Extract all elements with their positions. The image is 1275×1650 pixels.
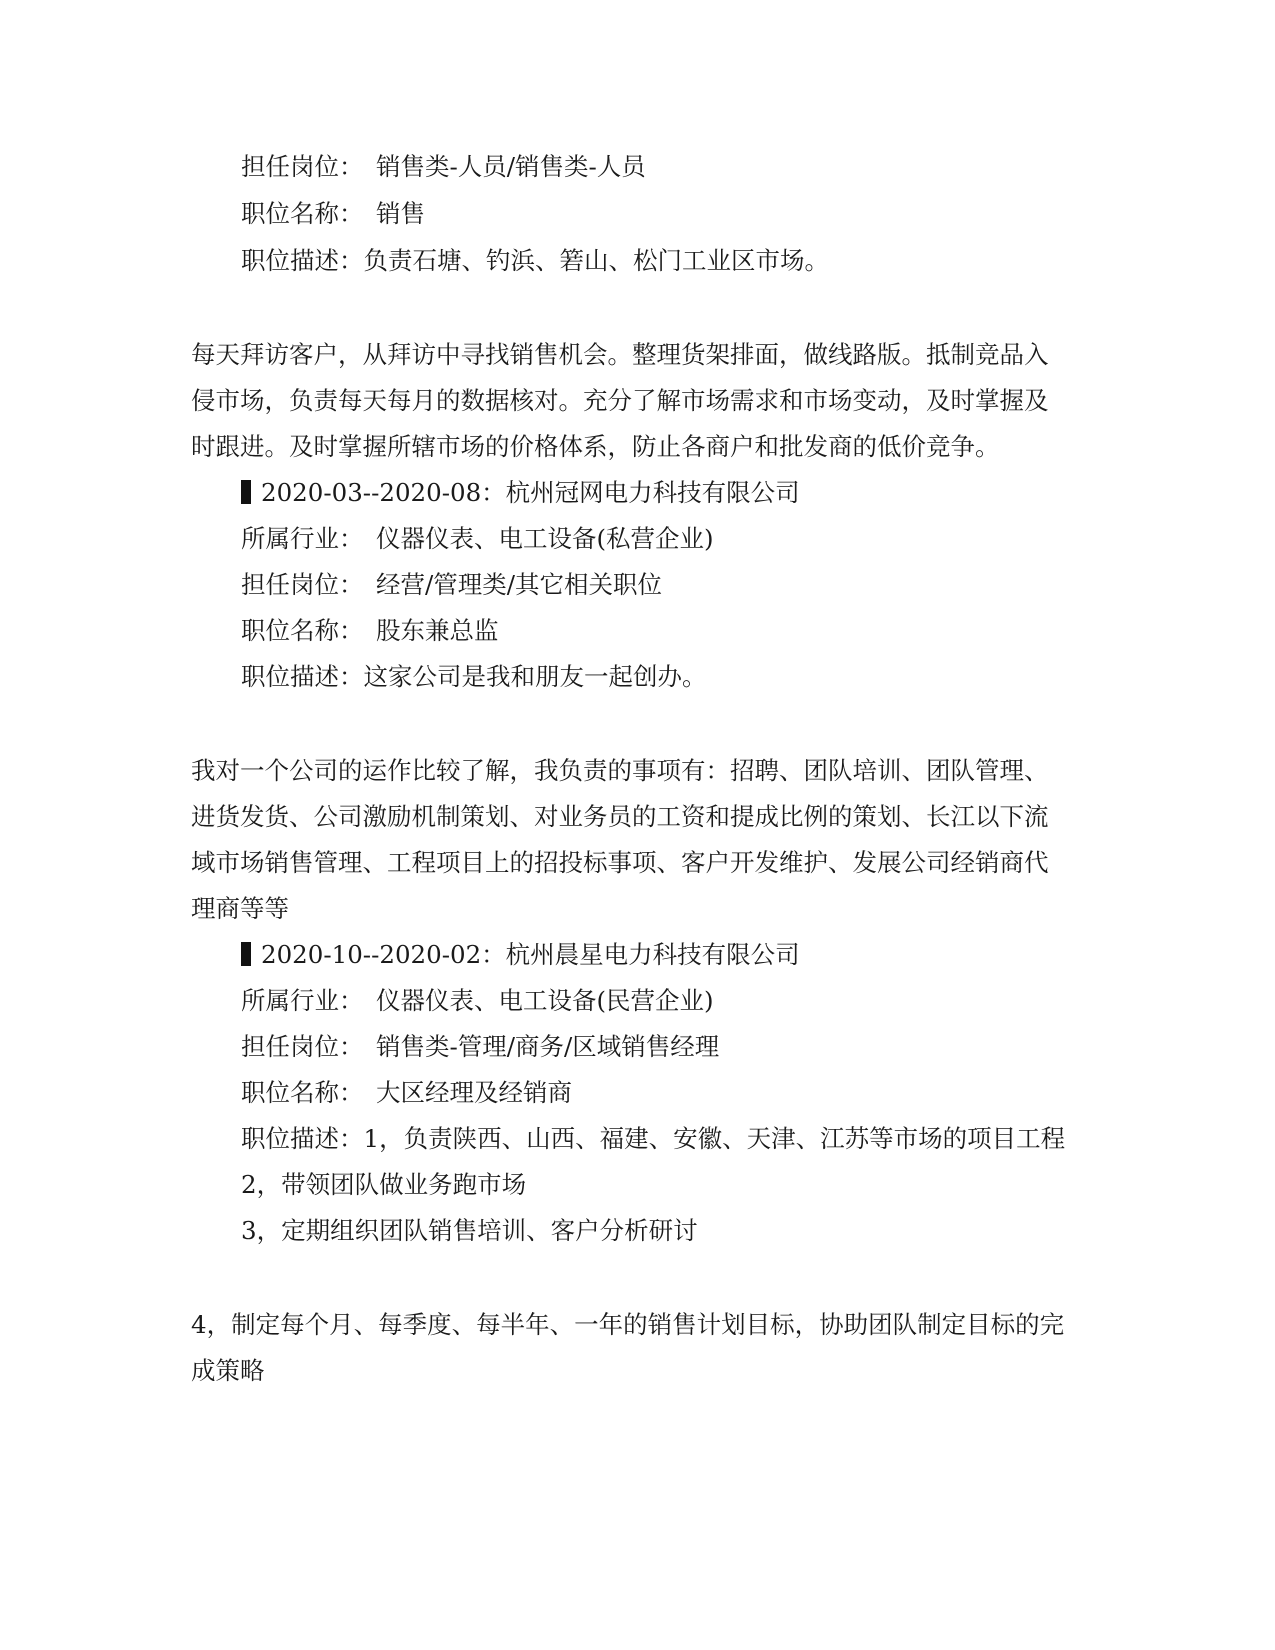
industry-label: 所属行业： bbox=[241, 524, 364, 553]
title-value: 大区经理及经销商 bbox=[376, 1078, 572, 1107]
bullet-mark bbox=[241, 942, 251, 966]
desc-label: 职位描述： bbox=[241, 246, 364, 275]
bullet-mark bbox=[241, 480, 251, 504]
title-value: 股东兼总监 bbox=[376, 616, 499, 645]
entry-2-header bbox=[241, 478, 800, 508]
entry-3-industry-row bbox=[241, 986, 714, 1016]
entry-3-position-row bbox=[241, 1032, 719, 1062]
position-value: 销售类-人员/销售类-人员 bbox=[376, 152, 646, 181]
entry-2-desc-row bbox=[241, 662, 707, 692]
title-label: 职位名称： bbox=[241, 616, 364, 645]
entry-3-title-row bbox=[241, 1078, 572, 1108]
entry-2-position-row bbox=[241, 570, 662, 600]
entry-2-detail-line: 理商等等 bbox=[191, 894, 289, 923]
entry-2-title-row bbox=[241, 616, 499, 646]
entry-1-title-row bbox=[241, 199, 425, 229]
title-value: 销售 bbox=[376, 199, 425, 228]
entry-2-detail-line: 我对一个公司的运作比较了解，我负责的事项有：招聘、团队培训、团队管理、 bbox=[191, 756, 1049, 785]
entry-1-detail-line: 每天拜访客户，从拜访中寻找销售机会。整理货架排面，做线路版。抵制竞品入 bbox=[191, 340, 1049, 369]
entry-3-desc-row bbox=[241, 1124, 1065, 1154]
entry-3-header-text: 2020-10--2020-02：杭州晨星电力科技有限公司 bbox=[261, 940, 800, 969]
entry-2-detail-line: 进货发货、公司激励机制策划、对业务员的工资和提成比例的策划、长江以下流 bbox=[191, 802, 1049, 831]
position-label: 担任岗位： bbox=[241, 152, 364, 181]
position-label: 担任岗位： bbox=[241, 1032, 364, 1061]
desc-value: 1，负责陕西、山西、福建、安徽、天津、江苏等市场的项目工程 bbox=[363, 1124, 1066, 1153]
entry-2-header-text: 2020-03--2020-08：杭州冠网电力科技有限公司 bbox=[261, 478, 800, 507]
industry-label: 所属行业： bbox=[241, 986, 364, 1015]
position-value: 销售类-管理/商务/区域销售经理 bbox=[376, 1032, 720, 1061]
desc-value: 这家公司是我和朋友一起创办。 bbox=[363, 662, 707, 691]
position-label: 担任岗位： bbox=[241, 570, 364, 599]
entry-1-position-row bbox=[241, 152, 646, 182]
title-label: 职位名称： bbox=[241, 1078, 364, 1107]
industry-value: 仪器仪表、电工设备(私营企业) bbox=[376, 524, 714, 553]
entry-1-detail-line: 侵市场，负责每天每月的数据核对。充分了解市场需求和市场变动，及时掌握及 bbox=[191, 386, 1049, 415]
position-value: 经营/管理类/其它相关职位 bbox=[376, 570, 663, 599]
desc-value: 负责石塘、钓浜、箬山、松门工业区市场。 bbox=[363, 246, 829, 275]
entry-3-desc-item: 2，带领团队做业务跑市场 bbox=[241, 1170, 527, 1199]
entry-2-detail-line: 域市场销售管理、工程项目上的招投标事项、客户开发维护、发展公司经销商代 bbox=[191, 848, 1049, 877]
desc-label: 职位描述： bbox=[241, 662, 364, 691]
industry-value: 仪器仪表、电工设备(民营企业) bbox=[376, 986, 714, 1015]
entry-3-desc-item: 3，定期组织团队销售培训、客户分析研讨 bbox=[241, 1216, 698, 1245]
entry-3-detail-line: 成策略 bbox=[191, 1356, 265, 1385]
desc-label: 职位描述： bbox=[241, 1124, 364, 1153]
title-label: 职位名称： bbox=[241, 199, 364, 228]
entry-1-detail-line: 时跟进。及时掌握所辖市场的价格体系，防止各商户和批发商的低价竞争。 bbox=[191, 432, 1000, 461]
entry-2-industry-row bbox=[241, 524, 714, 554]
entry-1-desc-row bbox=[241, 246, 829, 276]
entry-3-detail-line: 4，制定每个月、每季度、每半年、一年的销售计划目标，协助团队制定目标的完 bbox=[191, 1310, 1065, 1339]
entry-3-header bbox=[241, 940, 800, 970]
